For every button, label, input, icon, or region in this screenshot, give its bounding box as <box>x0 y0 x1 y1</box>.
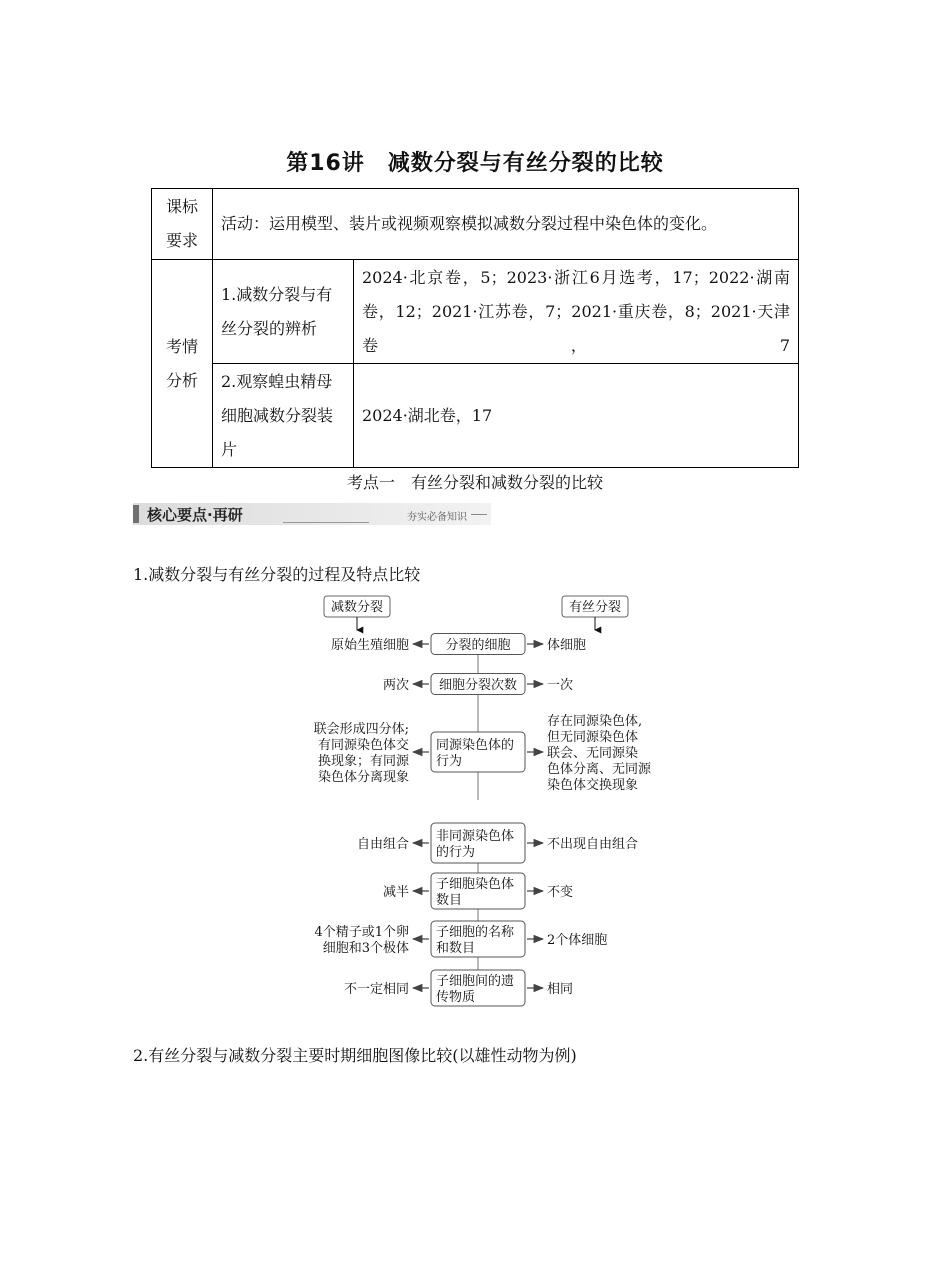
table-row <box>152 189 799 260</box>
right-label: 联会、无同源染 <box>547 746 639 761</box>
right-label: 存在同源染色体, <box>547 714 643 729</box>
header-line: 课标 <box>165 197 198 216</box>
analysis-content-1: 2024·北京卷，5；2023·浙江6月选考，17；2022·湖南卷，12；2021·江苏卷，7；2021·重庆卷，8；2021·天津卷，7 <box>354 260 799 364</box>
center-label: 子细胞的名称 <box>436 925 515 940</box>
left-label: 细胞和3个极体 <box>322 941 409 956</box>
right-label: 一次 <box>547 678 574 693</box>
right-label: 不变 <box>547 885 574 900</box>
standard-content: 活动：运用模型、装片或视频观察模拟减数分裂过程中染色体的变化。 <box>213 189 799 260</box>
band-bar <box>133 505 139 523</box>
section-1-title: 1.减数分裂与有丝分裂的过程及特点比较 <box>133 565 421 584</box>
header-line: 分析 <box>165 370 198 390</box>
right-label: 体细胞 <box>547 638 587 653</box>
left-label: 4个精子或1个卵 <box>314 925 409 940</box>
page-title: 第16讲 减数分裂与有丝分裂的比较 <box>286 151 664 176</box>
row-header-analysis <box>152 260 213 468</box>
center-label: 分裂的细胞 <box>445 638 511 653</box>
left-label: 原始生殖细胞 <box>330 638 409 653</box>
right-header: 有丝分裂 <box>568 600 622 615</box>
header-line: 考情 <box>165 336 198 356</box>
analysis-content-2: 2024·湖北卷，17 <box>354 364 799 468</box>
left-label: 两次 <box>382 678 409 693</box>
row-header-standard <box>152 189 213 260</box>
comparison-diagram <box>300 590 660 1010</box>
table-row <box>152 260 799 364</box>
right-label: 染色体交换现象 <box>547 778 639 793</box>
right-label: 色体分离、无同源 <box>547 762 652 777</box>
left-label: 不一定相同 <box>343 982 409 997</box>
left-label: 联会形成四分体; <box>313 722 409 737</box>
band-subtitle: 夯实必备知识 <box>407 512 467 523</box>
center-label: 非同源染色体 <box>436 829 515 844</box>
center-label: 细胞分裂次数 <box>438 678 518 693</box>
requirements-table <box>151 188 799 468</box>
left-label: 染色体分离现象 <box>317 770 409 785</box>
left-label: 换现象；有同源 <box>317 754 409 769</box>
analysis-sub-1: 1.减数分裂与有丝分裂的辨析 <box>213 260 354 364</box>
table-row <box>152 364 799 468</box>
left-label: 自由组合 <box>356 837 409 852</box>
center-label: 行为 <box>436 754 463 769</box>
section-band <box>133 503 491 525</box>
section-2-title: 2.有丝分裂与减数分裂主要时期细胞图像比较(以雄性动物为例) <box>133 1046 577 1065</box>
header-line: 要求 <box>165 231 198 250</box>
band-title: 核心要点·再研 <box>147 506 243 524</box>
center-label: 子细胞间的遗 <box>436 974 515 989</box>
left-label: 有同源染色体交 <box>317 738 409 753</box>
center-label: 和数目 <box>436 941 476 956</box>
right-label: 不出现自由组合 <box>547 837 639 852</box>
center-label: 的行为 <box>436 845 476 860</box>
right-label: 2个体细胞 <box>547 933 608 948</box>
left-label: 减半 <box>382 885 409 900</box>
band-divider <box>283 522 369 523</box>
right-label: 但无同源染色体 <box>547 730 639 745</box>
band-divider <box>471 514 487 515</box>
center-label: 数目 <box>436 893 463 908</box>
kaodian-title: 考点一 有丝分裂和减数分裂的比较 <box>346 473 603 492</box>
center-label: 传物质 <box>436 990 476 1005</box>
center-label: 子细胞染色体 <box>436 877 515 892</box>
analysis-sub-2: 2.观察蝗虫精母细胞减数分裂装片 <box>213 364 354 468</box>
right-label: 相同 <box>547 982 574 997</box>
left-header: 减数分裂 <box>330 600 384 615</box>
center-label: 同源染色体的 <box>436 738 515 753</box>
